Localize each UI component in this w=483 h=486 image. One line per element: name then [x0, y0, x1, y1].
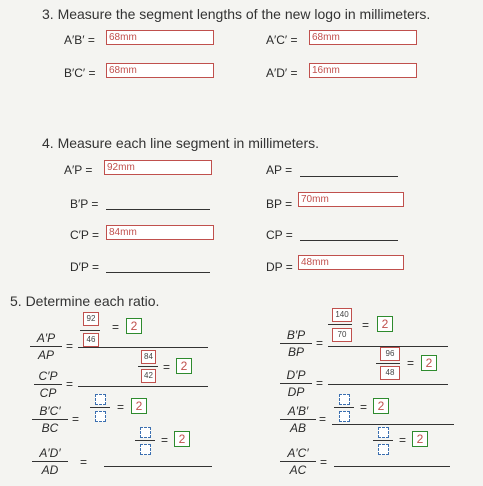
ratio-ac-num: A′C′ — [287, 446, 309, 460]
r3-inner-bar — [90, 407, 110, 408]
r7-bottom-box[interactable] — [339, 411, 350, 422]
r7-inner-bar — [334, 407, 354, 408]
r7-top-box[interactable] — [339, 394, 350, 405]
r2-answer-line — [78, 386, 208, 387]
equals-sign: = — [161, 433, 169, 447]
fraction-bar — [34, 384, 62, 385]
ratio-bc-num: B′C′ — [39, 404, 61, 418]
fraction-bar — [280, 343, 312, 344]
equals-sign: = — [66, 339, 74, 353]
r8-result-box[interactable]: 2 — [412, 431, 428, 447]
ratio-dp-den: DP — [287, 385, 305, 399]
r3-bottom-box[interactable] — [95, 411, 106, 422]
r8-inner-bar — [373, 440, 393, 441]
r1-top-box[interactable]: 92 — [83, 312, 99, 326]
ratio-dp-num: D′P — [286, 368, 306, 382]
equals-sign: = — [80, 455, 88, 469]
r4-top-box[interactable] — [140, 427, 151, 438]
q5-heading: 5. Determine each ratio. — [10, 293, 160, 309]
ap-prime-input[interactable]: 92mm — [104, 160, 212, 175]
ratio-bp-label — [280, 328, 312, 359]
equals-sign: = — [360, 400, 368, 414]
fraction-bar — [30, 346, 62, 347]
r4-inner-bar — [135, 440, 155, 441]
r6-top-box[interactable]: 96 — [380, 347, 400, 361]
ratio-ap-label — [30, 331, 62, 362]
cp-blank[interactable] — [300, 240, 398, 241]
ap-prime-label: A′P = — [64, 163, 93, 177]
r8-answer-line — [334, 466, 450, 467]
r1-bottom-box[interactable]: 46 — [83, 333, 99, 347]
equals-sign: = — [407, 356, 415, 370]
equals-sign: = — [117, 400, 125, 414]
r7-answer-line — [332, 424, 454, 425]
r6-answer-line — [328, 384, 448, 385]
ac-input[interactable]: 68mm — [309, 30, 417, 45]
ratio-ad-num: A′D′ — [39, 446, 61, 460]
r6-inner-bar — [376, 363, 400, 364]
dp-label: DP = — [266, 260, 293, 274]
ratio-ac-label — [280, 446, 316, 477]
equals-sign: = — [316, 376, 324, 390]
r2-result-box[interactable]: 2 — [176, 358, 192, 374]
r2-bottom-box[interactable]: 42 — [141, 369, 156, 383]
ad-label: A′D′ = — [266, 66, 298, 80]
bc-label: B′C′ = — [64, 66, 96, 80]
equals-sign: = — [320, 455, 328, 469]
equals-sign: = — [163, 360, 171, 374]
r1-answer-line — [78, 347, 208, 348]
fraction-bar — [280, 461, 316, 462]
ratio-cp-den: CP — [39, 386, 57, 400]
ratio-ap-den: AP — [37, 348, 54, 362]
ratio-ap-num: A′P — [36, 331, 56, 345]
ratio-cp-num: C′P — [38, 369, 58, 383]
ratio-bp-den: BP — [287, 345, 304, 359]
equals-sign: = — [319, 412, 327, 426]
ap-blank[interactable] — [300, 176, 398, 177]
ratio-ab-label — [280, 404, 316, 435]
q4-heading: 4. Measure each line segment in millimeters. — [42, 135, 320, 151]
ad-input[interactable]: 16mm — [309, 63, 417, 78]
ratio-ab-den: AB — [289, 421, 306, 435]
cp-label: CP = — [266, 228, 293, 242]
r1-inner-bar — [80, 330, 100, 331]
bp-prime-blank[interactable] — [106, 209, 210, 210]
equals-sign: = — [112, 320, 120, 334]
ratio-ad-den: AD — [41, 463, 59, 477]
bp-input[interactable]: 70mm — [298, 192, 404, 207]
bc-input[interactable]: 68mm — [106, 63, 214, 78]
fraction-bar — [32, 419, 68, 420]
ratio-cp-label — [34, 369, 62, 400]
ac-label: A′C′ = — [266, 33, 298, 47]
fraction-bar — [32, 461, 68, 462]
equals-sign: = — [66, 377, 74, 391]
r5-result-box[interactable]: 2 — [377, 316, 393, 332]
bp-prime-label: B′P = — [70, 197, 99, 211]
cp-prime-label: C′P = — [70, 228, 100, 242]
equals-sign: = — [362, 318, 370, 332]
equals-sign: = — [316, 336, 324, 350]
r8-bottom-box[interactable] — [378, 444, 389, 455]
dp-prime-label: D′P = — [70, 260, 100, 274]
dp-prime-blank[interactable] — [106, 272, 210, 273]
r5-bottom-box[interactable]: 70 — [332, 328, 352, 342]
r4-result-box[interactable]: 2 — [174, 431, 190, 447]
dp-input[interactable]: 48mm — [298, 255, 404, 270]
ab-input[interactable]: 68mm — [106, 30, 214, 45]
q3-heading: 3. Measure the segment lengths of the new logo in millimeters. — [42, 6, 431, 22]
r7-result-box[interactable]: 2 — [373, 398, 389, 414]
r4-bottom-box[interactable] — [140, 444, 151, 455]
ratio-ad-label — [32, 446, 68, 477]
ratio-bc-label — [32, 404, 68, 435]
ratio-bp-num: B′P — [286, 328, 306, 342]
r3-top-box[interactable] — [95, 394, 106, 405]
r6-result-box[interactable]: 2 — [421, 355, 437, 371]
r1-result-box[interactable]: 2 — [126, 318, 142, 334]
r4-answer-line — [104, 466, 212, 467]
r5-top-box[interactable]: 140 — [332, 308, 352, 322]
cp-prime-input[interactable]: 84mm — [106, 225, 214, 240]
r6-bottom-box[interactable]: 48 — [380, 366, 400, 380]
equals-sign: = — [72, 412, 80, 426]
r2-inner-bar — [138, 366, 158, 367]
bp-label: BP = — [266, 197, 293, 211]
r5-inner-bar — [328, 324, 352, 325]
fraction-bar — [280, 383, 312, 384]
ratio-bc-den: BC — [41, 421, 59, 435]
r2-top-box[interactable]: 84 — [141, 350, 156, 364]
ratio-ac-den: AC — [289, 463, 307, 477]
ratio-dp-label — [280, 368, 312, 399]
equals-sign: = — [399, 433, 407, 447]
ratio-ab-num: A′B′ — [287, 404, 309, 418]
r3-result-box[interactable]: 2 — [131, 398, 147, 414]
fraction-bar — [280, 419, 316, 420]
r8-top-box[interactable] — [378, 427, 389, 438]
ab-label: A′B′ = — [64, 33, 95, 47]
ap-label: AP = — [266, 163, 293, 177]
